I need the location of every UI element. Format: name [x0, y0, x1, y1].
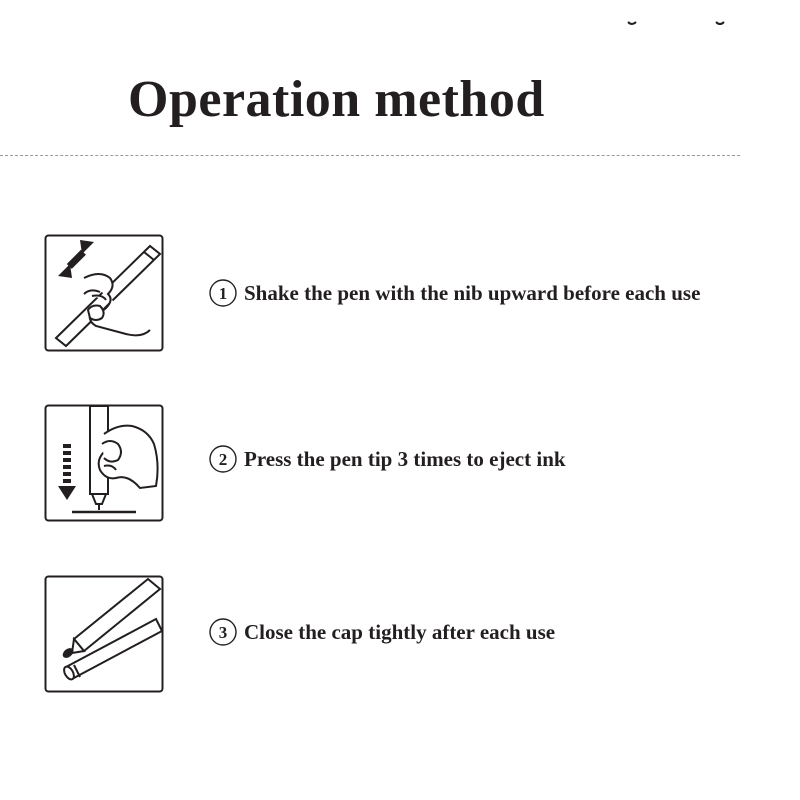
page-title: Operation method [128, 71, 545, 128]
circled-number-2-icon [208, 444, 238, 474]
cap-pen-icon [44, 575, 164, 693]
circled-number-3-icon [208, 617, 238, 647]
step-1 [0, 234, 800, 354]
step-3 [0, 575, 800, 695]
step-1-number: 1 [218, 284, 228, 303]
step-3-instruction: Close the cap tightly after each use [244, 619, 556, 644]
shake-pen-icon [44, 234, 164, 352]
step-3-text-row [208, 617, 555, 647]
circled-number-1-icon [208, 278, 238, 308]
step-1-text-row [208, 278, 700, 308]
cropped-text-fragment [622, 6, 742, 28]
press-tip-icon [44, 404, 164, 522]
step-1-instruction: Shake the pen with the nib upward before each use [244, 280, 701, 305]
step-2-instruction: Press the pen tip 3 times to eject ink [244, 446, 566, 471]
step-3-number: 3 [218, 623, 228, 642]
step-2 [0, 404, 800, 524]
step-2-number: 2 [218, 450, 228, 469]
step-2-text-row [208, 444, 566, 474]
dashed-divider [0, 155, 740, 156]
